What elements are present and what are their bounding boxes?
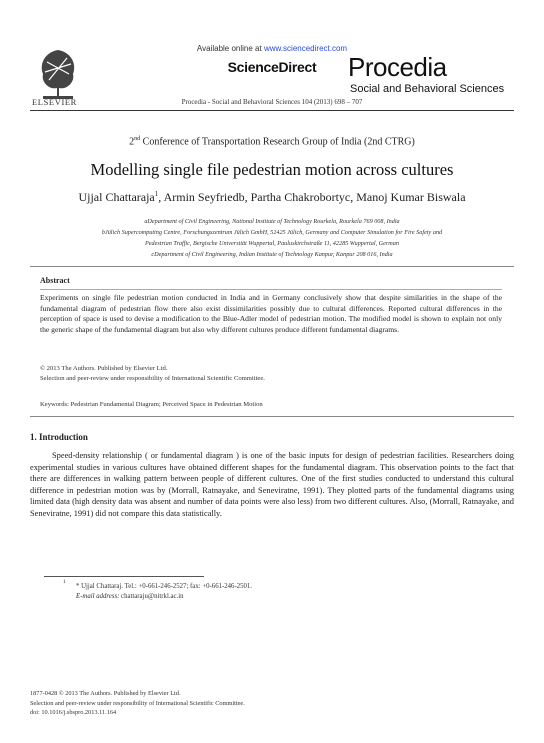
- abstract-heading: Abstract: [40, 276, 70, 285]
- first-author-mark: 1: [154, 190, 159, 198]
- abstract-text: Experiments on single file pedestrian motion conducted in India and in Germany conclusively show that despite similarities in the shape of the fundamental diagram of pedestrian flow there also exist dissimilarities possibly due to cultural differences. Reported cultural differences in the perception of space is used to devise a modification to the Blue-Adler model of pedestrian motion. The modified model is shown to explain not only the generic shape of the fundamental diagram but also why different cultures produce different fundamental diagrams.: [40, 293, 502, 334]
- footer-doi[interactable]: doi: 10.1016/j.sbspro.2013.11.164: [30, 709, 117, 716]
- conference-line: [0, 136, 544, 147]
- sciencedirect-link[interactable]: www.sciencedirect.com: [263, 44, 348, 53]
- header-divider: [30, 110, 514, 111]
- introduction-paragraph: Speed-density relationship ( or fundamental diagram ) is one of the basic inputs for design of pedestrian facilities. Researchers doing experimental studies in various cultures have obtained different shapes for the fundamental diagram. This observation points to the fact that there are differences in walking pattern between people of different cultures. One of the first studies conducted to understand this cultural difference in pedestrian motion was by (Morrall, Ratnayake, and Seneviratne, 1991). They plotted parts of the fundamental diagrams using limited data (high density data was absent and number of data points were also less) from two different cultures. Also, (Morrall, Ratnayake, and Seneviratne, 1991) did not compare this data statistically.: [30, 451, 514, 518]
- procedia-logo: Procedia: [348, 52, 447, 82]
- footnote-email-label: E-mail address:: [76, 593, 120, 600]
- conference-name: Conference of Transportation Research Group of India (2nd CTRG): [140, 136, 415, 148]
- abstract-bottom-divider: [30, 416, 514, 417]
- other-authors: , Armin Seyfriedb, Partha Chakrobortyc, Manoj Kumar Biswala: [158, 190, 466, 204]
- footnote-contact: [76, 582, 252, 602]
- peer-review-line: Selection and peer-review under responsibility of International Scientific Committee.: [40, 375, 265, 382]
- affiliation-b-cont: Pedestrian Traffic, Bergische Universität Wuppertal, Pauluskirchstraße 11, 42285 Wuppertal, German: [145, 240, 399, 247]
- available-online-prefix: Available online at: [196, 44, 264, 53]
- footnote-email-line: [76, 592, 252, 602]
- footer-review: Selection and peer-review under responsibility of International Scientific Committee.: [30, 699, 245, 707]
- first-author: Ujjal Chattaraja: [78, 190, 155, 204]
- footnote-mark: 1: [63, 580, 66, 585]
- page-footer: [30, 689, 245, 718]
- procedia-logo-subtitle: Social and Behavioral Sciences: [350, 83, 505, 95]
- copyright-line: © 2013 The Authors. Published by Elsevier Ltd.: [40, 365, 168, 372]
- available-online: [0, 44, 544, 53]
- keywords: Keywords: Pedestrian Fundamental Diagram; Perceived Space in Pedestrian Motion: [40, 401, 263, 408]
- sciencedirect-wordmark: ScienceDirect: [227, 59, 317, 75]
- journal-citation: Procedia - Social and Behavioral Sciences 104 (2013) 698 – 707: [181, 98, 363, 106]
- paper-title: Modelling single file pedestrian motion across cultures: [90, 160, 454, 179]
- conference-ordinal: 2: [129, 136, 135, 148]
- conference-ordinal-suffix: nd: [134, 136, 141, 142]
- footnote-phone: * Ujjal Chattaraj. Tel.: +0-661-246-2527; fax: +0-661-246-2501.: [76, 583, 253, 590]
- affiliation-a: aDepartment of Civil Engineering, National Institute of Technology Rourkela, Rourkela 769 008, India: [144, 218, 400, 225]
- affiliation-b: bJülich Supercomputing Centre, Forschungszentrum Jülich GmbH, 52425 Jülich, Germany and Computer Simulation for Fire Safety and: [101, 229, 443, 236]
- abstract-top-divider: [30, 266, 514, 267]
- affiliation-c: cDepartment of Civil Engineering, Indian Institute of Technology Kanpur, Kanpur 208 016, India: [151, 251, 393, 258]
- elsevier-wordmark: ELSEVIER: [32, 97, 77, 107]
- footer-issn: 1877-0428 © 2013 The Authors. Published by Elsevier Ltd.: [30, 690, 181, 697]
- footnote-divider: [44, 576, 204, 577]
- section-heading-introduction: 1. Introduction: [30, 432, 88, 442]
- author-list: [0, 190, 544, 205]
- abstract-heading-divider: [40, 289, 502, 290]
- footnote-email[interactable]: chattaraju@nitrkl.ac.in: [119, 593, 184, 600]
